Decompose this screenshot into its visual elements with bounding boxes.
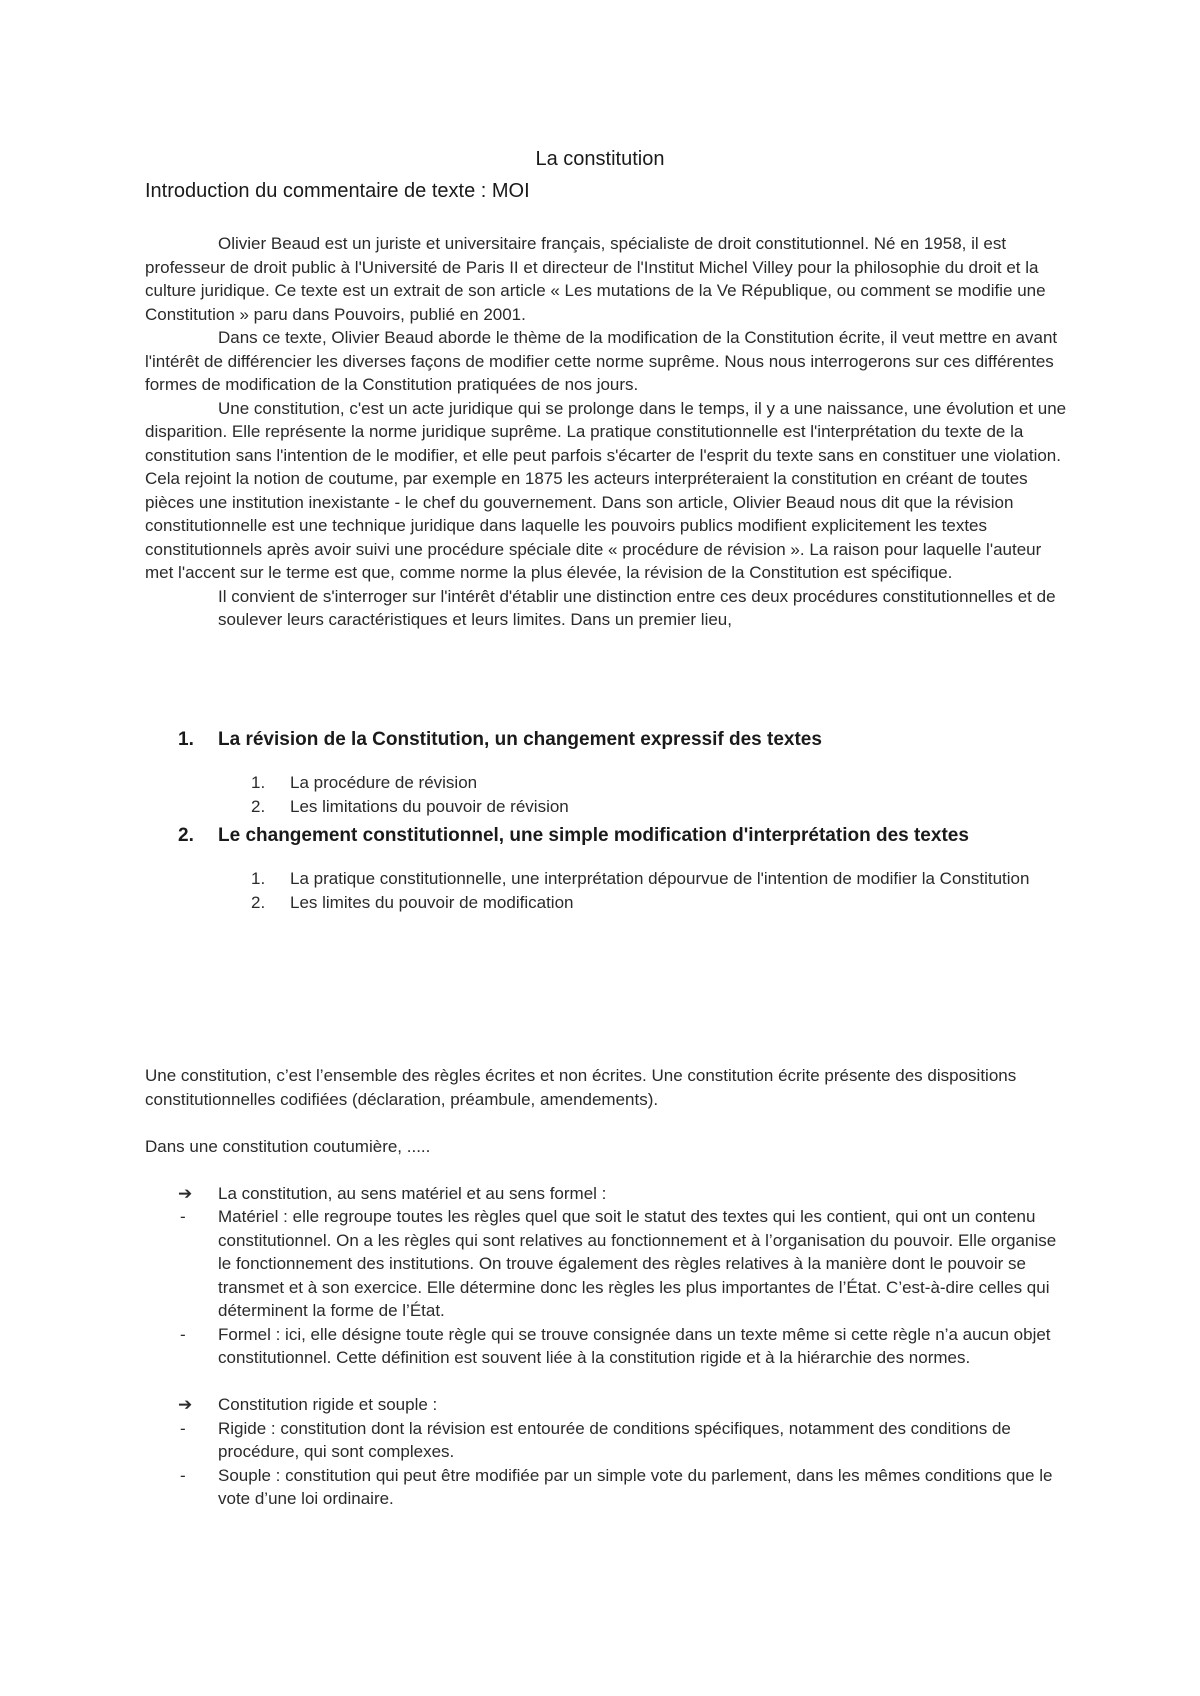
document-subtitle: Introduction du commentaire de texte : MOI xyxy=(145,180,530,202)
arrow-item xyxy=(145,1182,1070,1206)
plan-subitem-text: Les limites du pouvoir de modification xyxy=(290,892,574,912)
intro-paragraph: Dans ce texte, Olivier Beaud aborde le thème de la modification de la Constitution écrite, il veut mettre en avant l'intérêt de différencier les diverses façons de modifier cette norme suprême. Nous nous interrogerons sur ces différentes formes de modification de la Constitution pratiquées de nos jours. xyxy=(145,328,1058,394)
arrow-icon: ➔ xyxy=(178,1183,193,1203)
plan-subitem xyxy=(145,795,1070,819)
dash-bullet-icon: - xyxy=(180,1207,186,1226)
plan-heading-number: 2. xyxy=(178,825,194,846)
plan-subitem-text: La pratique constitutionnelle, une interprétation dépourvue de l'intention de modifier la Constitution xyxy=(290,869,1030,888)
plan-subitem xyxy=(145,867,1070,891)
notes-section xyxy=(145,1064,1070,1511)
dash-item-text: Rigide : constitution dont la révision est entourée de conditions spécifiques, notamment des conditions de procédure, qui sont complexes. xyxy=(218,1418,1011,1461)
arrow-item-text: La constitution, au sens matériel et au sens formel : xyxy=(218,1183,607,1203)
plan-part-1 xyxy=(145,726,1070,818)
plan-part-2 xyxy=(145,822,1070,914)
document-title: La constitution xyxy=(535,148,665,170)
plan-subitem-number: 2. xyxy=(251,796,266,816)
dash-item xyxy=(145,1205,1070,1323)
plan-heading-text: La révision de la Constitution, un changement expressif des textes xyxy=(218,729,822,750)
notes-paragraph: Une constitution, c’est l’ensemble des règles écrites et non écrites. Une constitution écrite présente des dispositions constitutionnelles codifiées (déclaration, préambule, amendements). xyxy=(145,1066,1017,1109)
intro-section xyxy=(145,232,1070,632)
plan-subitem-number: 1. xyxy=(251,869,266,888)
plan-heading xyxy=(145,726,1070,753)
dash-bullet-icon: - xyxy=(180,1418,186,1438)
dash-item-text: Formel : ici, elle désigne toute règle qui se trouve consignée dans un texte même si cette règle n’a aucun objet constitutionnel. Cette définition est souvent liée à la constitution rigide et à la hiérarchie des normes. xyxy=(218,1324,1051,1367)
notes-paragraph: Dans une constitution coutumière, ..... xyxy=(145,1136,431,1156)
arrow-item-text: Constitution rigide et souple : xyxy=(218,1395,438,1414)
plan-subitem xyxy=(145,771,1070,795)
plan-subitem-text: Les limitations du pouvoir de révision xyxy=(290,796,569,816)
dash-item xyxy=(145,1323,1070,1370)
dash-item-text: Matériel : elle regroupe toutes les règles quel que soit le statut des textes qui les contient, qui ont un contenu constitutionnel. On a les règles qui sont relatives au fonctionnement et à l’organisation du pouvoir. Elle organise le fonctionnement des institutions. On trouve également des règles relatives à la manière dont le pouvoir se transmet et à son exercice. Elle détermine donc les règles les plus importantes de l’État. C’est-à-dire celles qui déterminent la forme de l’État. xyxy=(218,1207,1057,1320)
arrow-item xyxy=(145,1393,1070,1417)
arrow-icon: ➔ xyxy=(178,1395,193,1414)
plan-subitem-number: 2. xyxy=(251,892,266,912)
dash-item-text: Souple : constitution qui peut être modifiée par un simple vote du parlement, dans les mêmes conditions que le vote d’une loi ordinaire. xyxy=(218,1465,1053,1508)
dash-bullet-icon: - xyxy=(180,1465,186,1485)
plan-heading xyxy=(145,822,1070,849)
plan-heading-text: Le changement constitutionnel, une simple modification d'interprétation des textes xyxy=(218,825,969,846)
plan-subitem-number: 1. xyxy=(251,773,266,792)
dash-item xyxy=(145,1417,1070,1464)
dash-item xyxy=(145,1464,1070,1511)
plan-subitem xyxy=(145,891,1070,915)
plan-subitem-text: La procédure de révision xyxy=(290,773,478,792)
plan-heading-number: 1. xyxy=(178,729,194,750)
intro-paragraph: Une constitution, c'est un acte juridique qui se prolonge dans le temps, il y a une naissance, une évolution et une disparition. Elle représente la norme juridique suprême. La pratique constitutionnelle est l'interprétation du texte de la constitution sans l'intention de le modifier, et elle peut parfois s'écarter de l'esprit du texte sans en constituer une violation. Cela rejoint la notion de coutume, par exemple en 1875 les acteurs interpréteraient la constitution en créant de toutes pièces une institution inexistante - le chef du gouvernement. Dans son article, Olivier Beaud nous dit que la révision constitutionnelle est une technique juridique dans laquelle les pouvoirs publics modifient explicitement les textes constitutionnels après avoir suivi une procédure spéciale dite « procédure de révision ». La raison pour laquelle l'auteur met l'accent sur le terme est que, comme norme la plus élevée, la révision de la Constitution est spécifique. xyxy=(145,398,1067,582)
intro-paragraph: Il convient de s'interroger sur l'intérêt d'établir une distinction entre ces deux procédures constitutionnelles et de soulever leurs caractéristiques et leurs limites. Dans un premier lieu, xyxy=(218,586,1056,629)
intro-paragraph: Olivier Beaud est un juriste et universitaire français, spécialiste de droit constitutionnel. Né en 1958, il est professeur de droit public à l'Université de Paris II et directeur de l'Institut Michel Villey pour la philosophie du droit et la culture juridique. Ce texte est un extrait de son article « Les mutations de la Ve République, ou comment se modifie une Constitution » paru dans Pouvoirs, publié en 2001. xyxy=(145,234,1046,324)
dash-bullet-icon: - xyxy=(180,1324,186,1344)
